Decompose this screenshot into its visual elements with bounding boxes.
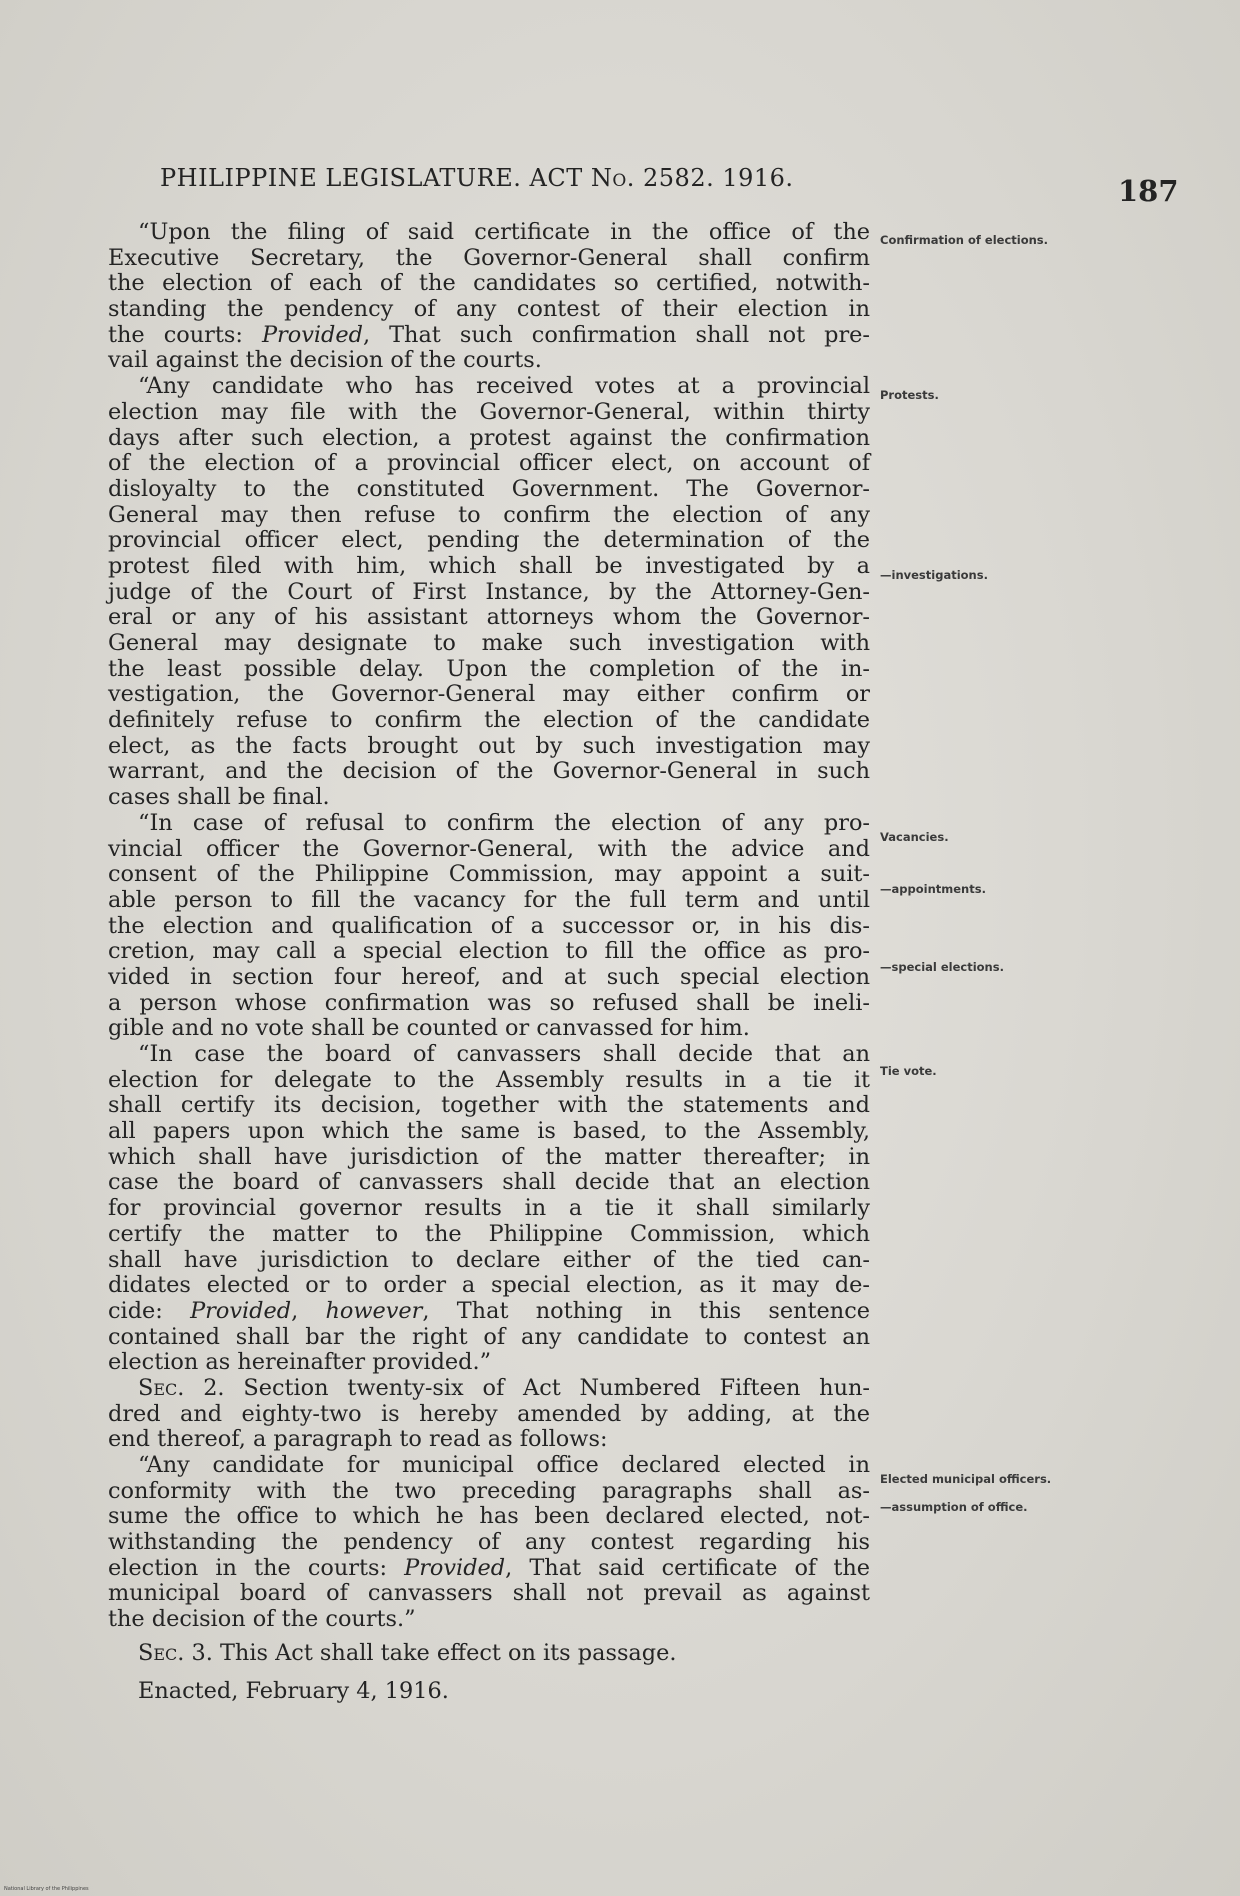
margin-note-appointments: —appointments. <box>880 882 986 896</box>
text-line: “Any candidate for municipal office declared elected in <box>138 1452 870 1478</box>
running-head: PHILIPPINE LEGISLATURE. ACT No. 2582. 1916. <box>160 164 794 192</box>
margin-note-special-elections: —special elections. <box>880 960 1004 974</box>
margin-note-tie-vote: Tie vote. <box>880 1064 937 1078</box>
text-line: Executive Secretary, the Governor-General shall confirm <box>108 244 870 271</box>
text-line: cases shall be final. <box>108 784 330 811</box>
text-line: a person whose confirmation was so refused shall be ineli- <box>108 989 870 1016</box>
text-line: consent of the Philippine Commission, may appoint a suit- <box>108 861 870 888</box>
text-line: municipal board of canvassers shall not prevail as against <box>108 1580 870 1607</box>
text-line: the decision of the courts.” <box>108 1606 416 1633</box>
text-line: warrant, and the decision of the Governor-General in such <box>108 758 870 785</box>
text-line: end thereof, a paragraph to read as follows: <box>108 1426 608 1453</box>
margin-note-vacancies: Vacancies. <box>880 830 949 844</box>
text-line: “In case the board of canvassers shall decide that an <box>138 1041 870 1067</box>
text-line: “In case of refusal to confirm the election of any pro- <box>138 809 870 836</box>
text-line: “Upon the filing of said certificate in the office of the <box>138 219 870 245</box>
text-line: shall have jurisdiction to declare either of the tied can- <box>108 1246 870 1273</box>
text-line: “Any candidate who has received votes at a provincial <box>138 373 870 400</box>
text-line: election as hereinafter provided.” <box>108 1349 492 1376</box>
margin-note-protests: Protests. <box>880 388 939 402</box>
text-line: case the board of canvassers shall decide that an election <box>108 1169 870 1196</box>
text-line: election for delegate to the Assembly results in a tie it <box>108 1066 870 1093</box>
text-line: contained shall bar the right of any candidate to contest an <box>108 1323 870 1350</box>
margin-note-elected-municipal: Elected municipal officers. <box>880 1472 1052 1486</box>
text-line: provincial officer elect, pending the determination of the <box>108 527 870 554</box>
text-line: vail against the decision of the courts. <box>108 347 542 374</box>
text-line: days after such election, a protest against the confirmation <box>108 424 870 451</box>
text-line: gible and no vote shall be counted or canvassed for him. <box>108 1015 750 1042</box>
text-line: certify the matter to the Philippine Commission, which <box>108 1220 870 1247</box>
text-line: eral or any of his assistant attorneys whom the Governor- <box>108 604 870 631</box>
text-line: the least possible delay. Upon the completion of the in- <box>108 655 870 682</box>
margin-note-confirmation: Confirmation of elections. <box>880 233 1049 247</box>
text-line: disloyalty to the constituted Government. The Governor- <box>108 475 870 502</box>
text-line: dred and eighty-two is hereby amended by adding, at the <box>108 1400 870 1427</box>
text-line: the election and qualification of a successor or, in his dis- <box>108 912 870 939</box>
text-line: of the election of a provincial officer elect, on account of <box>108 450 870 477</box>
text-line: cide: Provided, however, That nothing in this sentence <box>108 1297 870 1324</box>
text-line: able person to fill the vacancy for the full term and until <box>108 886 870 913</box>
text-line: Enacted, February 4, 1916. <box>138 1677 449 1704</box>
text-line: Sec. 3. This Act shall take effect on its passage. <box>138 1639 677 1666</box>
text-line: vestigation, the Governor-General may either confirm or <box>108 681 870 708</box>
text-line: conformity with the two preceding paragraphs shall as- <box>108 1477 870 1504</box>
text-line: election may file with the Governor-General, within thirty <box>108 398 870 425</box>
text-line: vided in section four hereof, and at such special election <box>108 963 870 990</box>
body-text <box>108 220 870 1704</box>
text-line: judge of the Court of First Instance, by the Attorney-Gen- <box>108 578 870 605</box>
text-line: for provincial governor results in a tie it shall similarly <box>108 1195 870 1222</box>
text-line: cretion, may call a special election to fill the office as pro- <box>108 938 870 965</box>
text-line: sume the office to which he has been declared elected, not- <box>108 1503 870 1530</box>
text-line: standing the pendency of any contest of their election in <box>108 296 870 323</box>
footer-stamp: National Library of the Philippines <box>4 1886 89 1892</box>
text-line: vincial officer the Governor-General, with the advice and <box>108 835 870 862</box>
text-line: protest filed with him, which shall be investigated by a <box>108 552 870 579</box>
text-line: General may then refuse to confirm the election of any <box>108 501 870 528</box>
text-line: election in the courts: Provided, That said certificate of the <box>108 1554 870 1581</box>
text-line: withstanding the pendency of any contest regarding his <box>108 1529 870 1556</box>
margin-note-assumption: —assumption of office. <box>880 1500 1028 1514</box>
text-line: which shall have jurisdiction of the matter thereafter; in <box>108 1143 870 1170</box>
text-line: elect, as the facts brought out by such investigation may <box>108 732 870 759</box>
text-line: shall certify its decision, together with the statements and <box>108 1092 870 1119</box>
text-line: the election of each of the candidates so certified, notwith- <box>108 270 870 297</box>
text-line: definitely refuse to confirm the election of the candidate <box>108 707 870 734</box>
text-line: all papers upon which the same is based, to the Assembly, <box>108 1118 870 1145</box>
text-line: Sec. 2. Section twenty-six of Act Numbered Fifteen hun- <box>138 1374 870 1401</box>
text-line: didates elected or to order a special election, as it may de- <box>108 1272 870 1299</box>
page-number: 187 <box>1118 174 1179 208</box>
margin-note-investigations: —investigations. <box>880 568 988 582</box>
text-line: the courts: Provided, That such confirmation shall not pre- <box>108 321 870 348</box>
text-line: General may designate to make such investigation with <box>108 630 870 656</box>
